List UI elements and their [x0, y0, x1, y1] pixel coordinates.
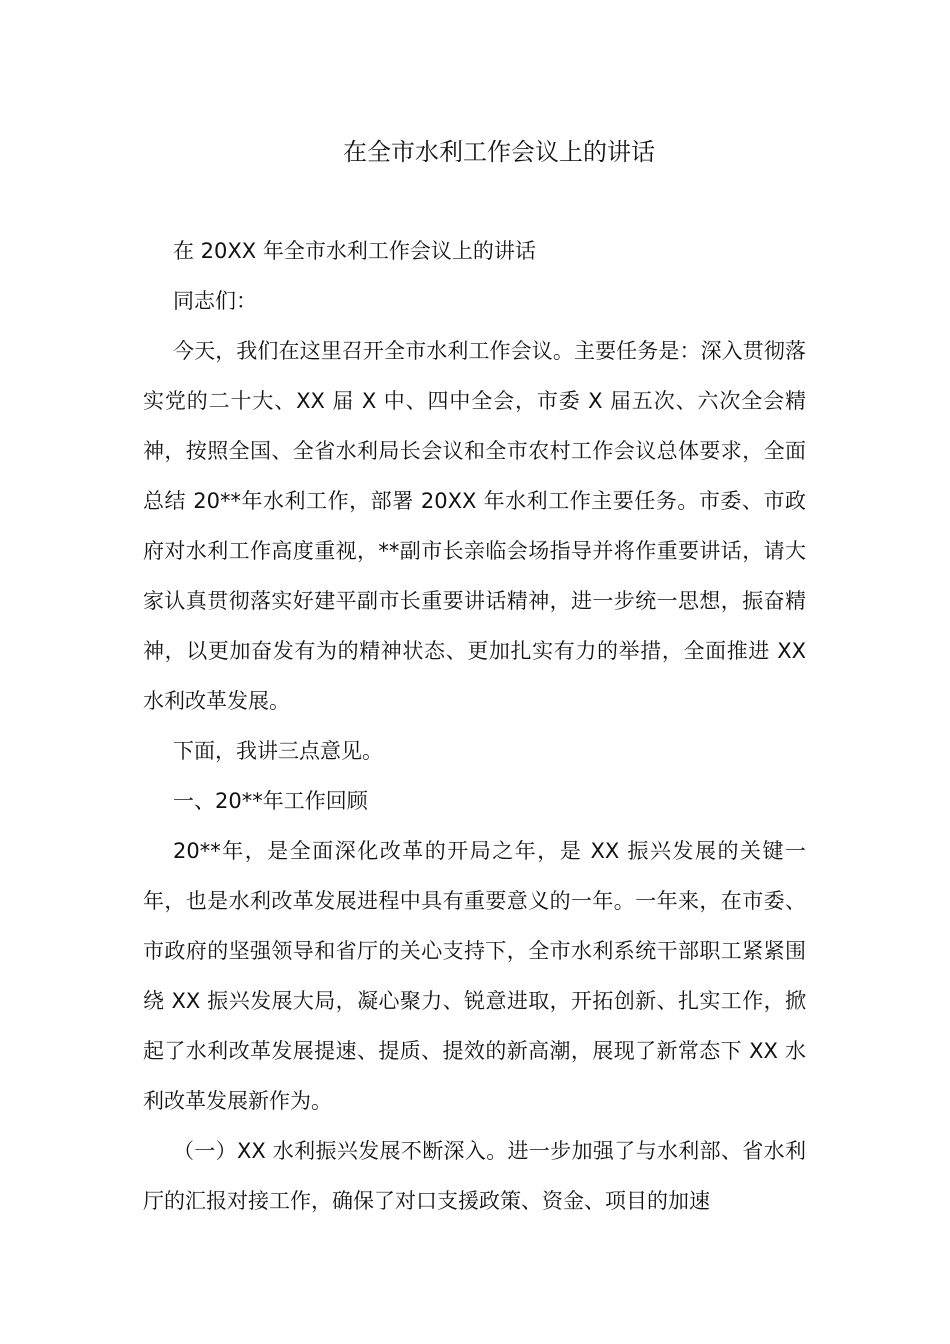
- paragraph-intro: 今天，我们在这里召开全市水利工作会议。主要任务是：深入贯彻落实党的二十大、XX 届 X 中、四中全会，市委 X 届五次、六次全会精神，按照全国、全省水利局长会议和全市农村工作会议总体要求，全面总结 20**年水利工作，部署 20XX 年水利工作主要任务。市委、市政府对水利工作高度重视，**副市长亲临会场指导并将作重要讲话，请大家认真贯彻落实好建平副市长重要讲话精神，进一步统一思想，振奋精神，以更加奋发有为的精神状态、更加扎实有力的举措，全面推进 XX 水利改革发展。: [143, 339, 806, 713]
- document-body: [143, 226, 806, 1226]
- document-title: 在全市水利工作会议上的讲话: [343, 138, 655, 166]
- paragraph-salutation: 同志们：: [173, 289, 257, 313]
- paragraph-subtitle: 在 20XX 年全市水利工作会议上的讲话: [173, 239, 536, 263]
- paragraph-outline: 下面，我讲三点意见。: [173, 739, 383, 763]
- paragraph-review: 20**年，是全面深化改革的开局之年，是 XX 振兴发展的关键一年，也是水利改革发展进程中具有重要意义的一年。一年来，在市委、市政府的坚强领导和省厅的关心支持下，全市水利系统干部职工紧紧围绕 XX 振兴发展大局，凝心聚力、锐意进取，开拓创新、扎实工作，掀起了水利改革发展提速、提质、提效的新高潮，展现了新常态下 XX 水利改革发展新作为。: [143, 839, 806, 1113]
- section-heading-1: 一、20**年工作回顾: [173, 789, 368, 813]
- paragraph-subsection-1: （一）XX 水利振兴发展不断深入。进一步加强了与水利部、省水利厅的汇报对接工作，确保了对口支援政策、资金、项目的加速: [143, 1139, 806, 1213]
